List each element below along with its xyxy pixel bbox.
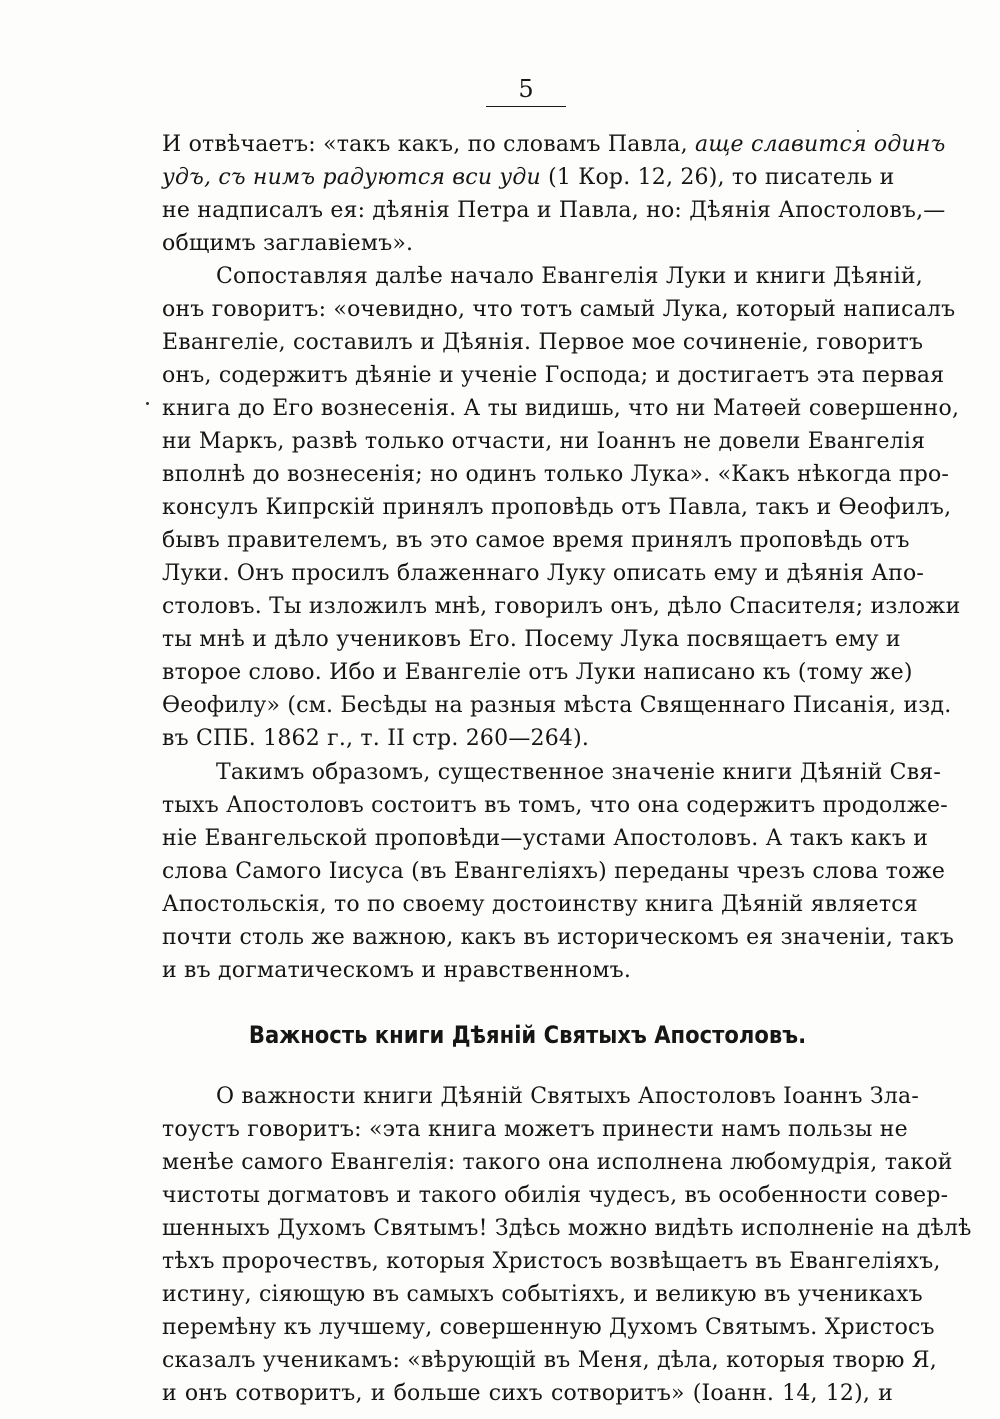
text-line: Такимъ образомъ, существенное значеніе книги Дѣяній Свя- bbox=[216, 760, 941, 785]
text-line: ты мнѣ и дѣло учениковъ Его. Посему Лука посвящаетъ ему и bbox=[162, 627, 901, 652]
text-line: тыхъ Апостоловъ состоитъ въ томъ, что она содержитъ продолже- bbox=[162, 793, 948, 818]
text-line: въ СПБ. 1862 г., т. II стр. 260—264). bbox=[162, 726, 590, 751]
text-line: Луки. Онъ просилъ блаженнаго Луку описать ему и дѣянія Апо- bbox=[162, 561, 925, 586]
text-line: И отвѣчаетъ: «такъ какъ, по словамъ Павла, аще славится одинъ bbox=[162, 132, 946, 157]
text-line: чистоты догматовъ и такого обилія чудесъ, въ особенности совер- bbox=[162, 1183, 949, 1208]
text-line: ніе Евангельской проповѣди—устами Апостоловъ. А такъ какъ и bbox=[162, 826, 929, 851]
text-line: почти столь же важною, какъ въ историческомъ ея значеніи, такъ bbox=[162, 925, 955, 950]
text-line: консулъ Кипрскій принялъ проповѣдь отъ Павла, такъ и Ѳеофилъ, bbox=[162, 495, 952, 520]
text-line: книга до Его вознесенія. А ты видишь, что ни Матѳей совершенно, bbox=[162, 396, 960, 421]
text-line: истину, сіяющую въ самыхъ событіяхъ, и великую въ ученикахъ bbox=[162, 1282, 923, 1307]
text-line: сказалъ ученикамъ: «вѣрующій въ Меня, дѣла, которыя творю Я, bbox=[162, 1348, 937, 1373]
text-line: не надписалъ ея: дѣянія Петра и Павла, но: Дѣянія Апостоловъ,— bbox=[162, 198, 946, 223]
text-line: Апостольскія, то по своему достоинству книга Дѣяній является bbox=[162, 892, 918, 917]
text-line: бывъ правителемъ, въ это самое время принялъ проповѣдь отъ bbox=[162, 528, 910, 553]
text-line: Евангеліе, составилъ и Дѣянія. Первое мое сочиненіе, говоритъ bbox=[162, 330, 924, 355]
text-line: и въ догматическомъ и нравственномъ. bbox=[162, 958, 632, 983]
text-line: Ѳеофилу» (см. Бесѣды на разныя мѣста Священнаго Писанія, изд. bbox=[162, 693, 952, 718]
text-line: вполнѣ до вознесенія; но одинъ только Лука». «Какъ нѣкогда про- bbox=[162, 462, 950, 487]
text-line: шенныхъ Духомъ Святымъ! Здѣсь можно видѣть исполненіе на дѣлѣ bbox=[162, 1216, 972, 1241]
text-line: онъ, содержитъ дѣяніе и ученіе Господа; и достигаетъ эта первая bbox=[162, 363, 945, 388]
text-line: слова Самого Іисуса (въ Евангеліяхъ) переданы чрезъ слова тоже bbox=[162, 859, 946, 884]
text-line: О важности книги Дѣяній Святыхъ Апостоловъ Іоаннъ Зла- bbox=[216, 1084, 919, 1109]
page-number-rule bbox=[486, 106, 566, 107]
section-heading: Важность книги Дѣяній Святыхъ Апостоловъ. bbox=[248, 1021, 807, 1049]
text-line: онъ говоритъ: «очевидно, что тотъ самый Лука, который написалъ bbox=[162, 297, 956, 322]
text-line: второе слово. Ибо и Евангеліе отъ Луки написано къ (тому же) bbox=[162, 660, 913, 685]
text-line: ни Маркъ, развѣ только отчасти, ни Іоаннъ не довели Евангелія bbox=[162, 429, 926, 454]
page-number: 5 bbox=[518, 75, 534, 103]
text-line: столовъ. Ты изложилъ мнѣ, говорилъ онъ, дѣло Спасителя; изложи bbox=[162, 594, 961, 619]
text-line: Сопоставляя далѣе начало Евангелія Луки и книги Дѣяній, bbox=[216, 264, 923, 289]
print-speck bbox=[146, 402, 149, 405]
text-line: менѣе самого Евангелія: такого она исполнена любомудрія, такой bbox=[162, 1150, 953, 1175]
text-line: тѣхъ пророчествъ, которыя Христосъ возвѣщаетъ въ Евангеліяхъ, bbox=[162, 1249, 941, 1274]
text-line: общимъ заглавіемъ». bbox=[162, 231, 414, 256]
text-line: перемѣну къ лучшему, совершенную Духомъ Святымъ. Христосъ bbox=[162, 1315, 935, 1340]
text-line: и онъ сотворитъ, и больше сихъ сотворитъ» (Іоанн. 14, 12), и bbox=[162, 1381, 893, 1406]
print-speck bbox=[857, 130, 859, 132]
text-line: тоустъ говоритъ: «эта книга можетъ принести намъ пользы не bbox=[162, 1117, 908, 1142]
text-line: удъ, съ нимъ радуются вси уди (1 Кор. 12, 26), то писатель и bbox=[162, 165, 895, 190]
